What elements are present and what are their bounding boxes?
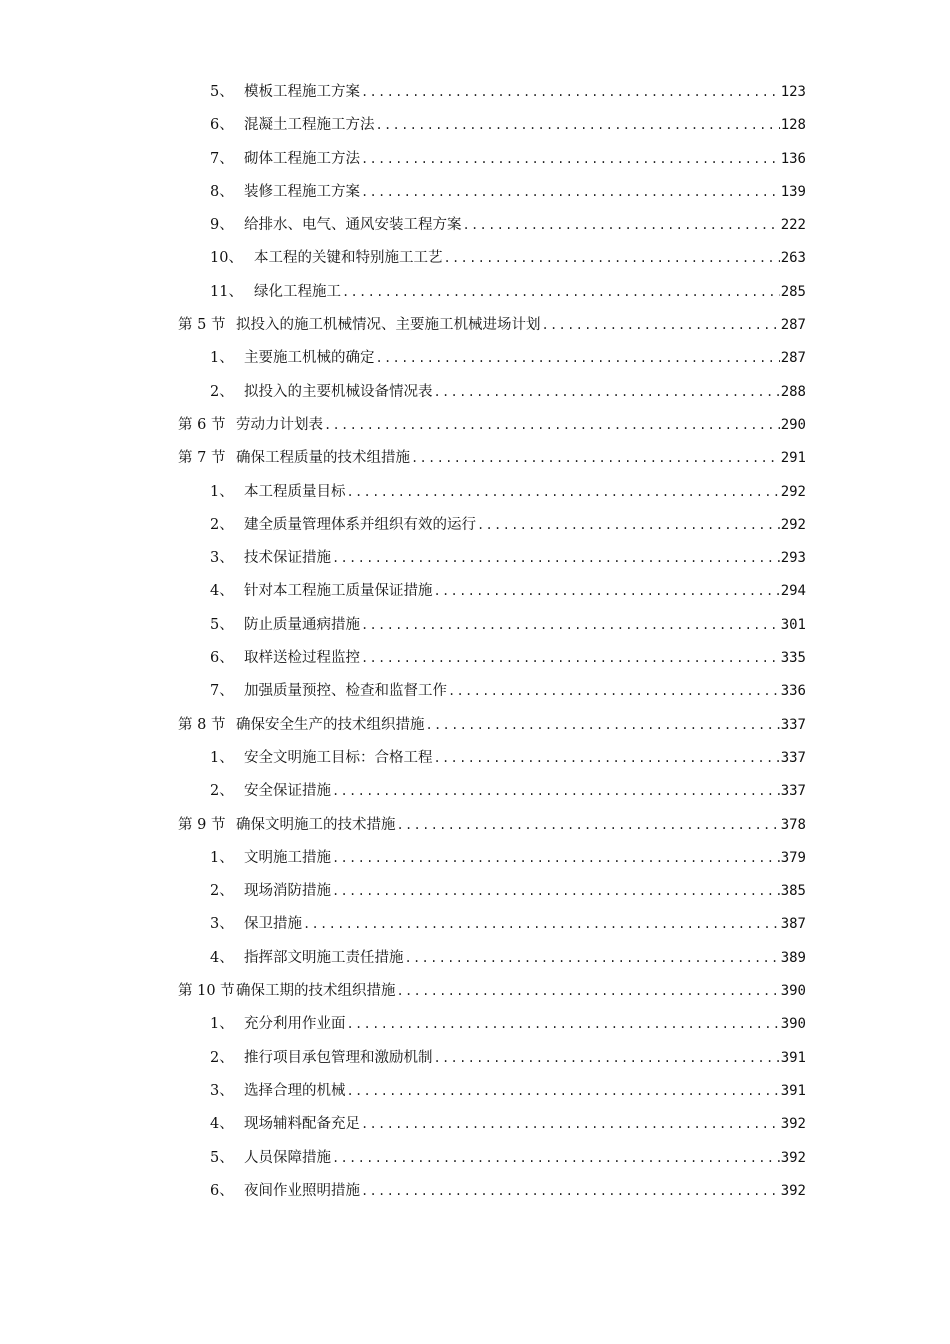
- toc-entry-line: [210, 1180, 806, 1202]
- toc-entry-number: 6、: [210, 650, 234, 667]
- toc-entry-page-number: 139: [780, 183, 806, 200]
- toc-entry-page-number: 222: [780, 217, 806, 234]
- toc-entry-number: 7、: [210, 683, 234, 700]
- toc-dot-leader: [397, 814, 780, 836]
- toc-subsection-entry[interactable]: [0, 1174, 950, 1207]
- toc-entry-line: [210, 780, 806, 802]
- toc-entry-line: [210, 1113, 806, 1135]
- toc-entry-title: 夜间作业照明措施: [244, 1182, 360, 1199]
- toc-entry-number: 9、: [210, 217, 234, 234]
- toc-entry-page-number: 337: [780, 716, 806, 733]
- toc-entry-number: 第 7 节: [178, 450, 226, 467]
- toc-entry-number: 3、: [210, 1082, 234, 1099]
- toc-entry-title: 选择合理的机械: [244, 1082, 346, 1099]
- toc-dot-leader: [434, 580, 780, 602]
- toc-dot-leader: [347, 1080, 780, 1102]
- toc-dot-leader: [434, 1047, 780, 1069]
- toc-subsection-entry[interactable]: [0, 375, 950, 408]
- toc-entry-page-number: 337: [780, 749, 806, 766]
- toc-entry-line: [178, 814, 806, 836]
- toc-subsection-entry[interactable]: [0, 574, 950, 607]
- toc-entry-page-number: 378: [780, 816, 806, 833]
- toc-entry-page-number: 392: [780, 1116, 806, 1133]
- toc-entry-page-number: 390: [780, 983, 806, 1000]
- toc-entry-number: 2、: [210, 883, 234, 900]
- toc-section-entry[interactable]: [0, 408, 950, 441]
- toc-subsection-entry[interactable]: [0, 1107, 950, 1140]
- toc-entry-line: [210, 1080, 806, 1102]
- toc-dot-leader: [361, 1180, 780, 1202]
- toc-section-entry[interactable]: [0, 808, 950, 841]
- toc-subsection-entry[interactable]: [0, 1141, 950, 1174]
- toc-entry-number: 1、: [210, 350, 234, 367]
- toc-entry-title: 加强质量预控、检查和监督工作: [244, 683, 447, 700]
- toc-dot-leader: [324, 414, 780, 436]
- toc-entry-line: [210, 481, 806, 503]
- toc-entry-page-number: 337: [780, 783, 806, 800]
- toc-dot-leader: [332, 880, 780, 902]
- toc-entry-number: 4、: [210, 1116, 234, 1133]
- toc-entry-title: 现场消防措施: [244, 883, 331, 900]
- toc-entry-page-number: 136: [780, 150, 806, 167]
- toc-entry-number: 4、: [210, 583, 234, 600]
- toc-entry-line: [210, 148, 806, 170]
- toc-entry-page-number: 335: [780, 650, 806, 667]
- toc-dot-leader: [434, 747, 780, 769]
- toc-subsection-entry[interactable]: [0, 1007, 950, 1040]
- toc-entry-title: 安全保证措施: [244, 783, 331, 800]
- toc-entry-number: 1、: [210, 483, 234, 500]
- toc-entry-page-number: 287: [780, 350, 806, 367]
- toc-entry-line: [178, 980, 806, 1002]
- toc-dot-leader: [361, 81, 780, 103]
- toc-dot-leader: [376, 114, 780, 136]
- toc-entry-page-number: 392: [780, 1182, 806, 1199]
- toc-entry-title: 劳动力计划表: [236, 416, 323, 433]
- toc-dot-leader: [303, 913, 780, 935]
- toc-entry-line: [178, 314, 806, 336]
- toc-entry-title: 给排水、电气、通风安装工程方案: [244, 217, 462, 234]
- toc-subsection-entry[interactable]: [0, 641, 950, 674]
- toc-entry-number: 4、: [210, 949, 234, 966]
- toc-subsection-entry[interactable]: [0, 774, 950, 807]
- toc-entry-number: 11、: [210, 283, 243, 300]
- toc-entry-number: 第 8 节: [178, 716, 226, 733]
- toc-entry-page-number: 301: [780, 616, 806, 633]
- toc-entry-page-number: 390: [780, 1016, 806, 1033]
- toc-entry-line: [178, 414, 806, 436]
- toc-section-entry[interactable]: [0, 974, 950, 1007]
- toc-subsection-entry[interactable]: [0, 208, 950, 241]
- toc-dot-leader: [361, 181, 780, 203]
- toc-dot-leader: [361, 1113, 780, 1135]
- toc-entry-line: [210, 114, 806, 136]
- toc-entry-line: [210, 81, 806, 103]
- toc-dot-leader: [463, 214, 780, 236]
- toc-dot-leader: [397, 980, 780, 1002]
- toc-entry-number: 1、: [210, 1016, 234, 1033]
- toc-entry-page-number: 389: [780, 949, 806, 966]
- toc-entry-line: [210, 747, 806, 769]
- toc-subsection-entry[interactable]: [0, 241, 950, 274]
- toc-entry-number: 5、: [210, 616, 234, 633]
- toc-entry-page-number: 292: [780, 516, 806, 533]
- toc-entry-line: [210, 947, 806, 969]
- toc-entry-number: 1、: [210, 849, 234, 866]
- toc-entry-title: 本工程的关键和特别施工工艺: [254, 250, 443, 267]
- toc-entry-page-number: 290: [780, 416, 806, 433]
- toc-entry-page-number: 392: [780, 1149, 806, 1166]
- toc-dot-leader: [332, 547, 780, 569]
- toc-entry-page-number: 391: [780, 1049, 806, 1066]
- toc-entry-title: 针对本工程施工质量保证措施: [244, 583, 433, 600]
- toc-entry-page-number: 385: [780, 883, 806, 900]
- toc-subsection-entry[interactable]: [0, 541, 950, 574]
- toc-entry-title: 现场辅料配备充足: [244, 1116, 360, 1133]
- toc-dot-leader: [342, 281, 780, 303]
- toc-dot-leader: [347, 1013, 780, 1035]
- toc-subsection-entry[interactable]: [0, 874, 950, 907]
- toc-entry-page-number: 263: [780, 250, 806, 267]
- toc-dot-leader: [347, 481, 780, 503]
- toc-subsection-entry[interactable]: [0, 841, 950, 874]
- toc-entry-title: 绿化工程施工: [254, 283, 341, 300]
- toc-entry-number: 2、: [210, 1049, 234, 1066]
- toc-entry-line: [210, 247, 806, 269]
- toc-entry-line: [210, 614, 806, 636]
- toc-entry-title: 本工程质量目标: [244, 483, 346, 500]
- toc-dot-leader: [477, 514, 780, 536]
- toc-entry-line: [210, 580, 806, 602]
- toc-entry-line: [178, 447, 806, 469]
- toc-entry-line: [210, 1047, 806, 1069]
- toc-entry-line: [210, 214, 806, 236]
- toc-subsection-entry[interactable]: [0, 1074, 950, 1107]
- toc-entry-line: [210, 913, 806, 935]
- toc-entry-title: 确保安全生产的技术组织措施: [236, 716, 425, 733]
- toc-dot-leader: [376, 347, 780, 369]
- toc-entry-title: 确保文明施工的技术措施: [236, 816, 396, 833]
- toc-entry-page-number: 387: [780, 916, 806, 933]
- toc-entry-page-number: 292: [780, 483, 806, 500]
- toc-entry-number: 6、: [210, 1182, 234, 1199]
- toc-entry-title: 拟投入的施工机械情况、主要施工机械进场计划: [236, 317, 541, 334]
- toc-entry-page-number: 285: [780, 283, 806, 300]
- toc-entry-number: 2、: [210, 516, 234, 533]
- toc-dot-leader: [542, 314, 780, 336]
- toc-subsection-entry[interactable]: [0, 341, 950, 374]
- toc-entry-title: 砌体工程施工方法: [244, 150, 360, 167]
- toc-entry-number: 2、: [210, 383, 234, 400]
- toc-entry-title: 拟投入的主要机械设备情况表: [244, 383, 433, 400]
- toc-entry-line: [210, 680, 806, 702]
- toc-entry-title: 充分利用作业面: [244, 1016, 346, 1033]
- toc-entry-title: 确保工程质量的技术组措施: [236, 450, 410, 467]
- toc-entry-title: 安全文明施工目标：合格工程: [244, 749, 433, 766]
- toc-entry-line: [178, 714, 806, 736]
- toc-subsection-entry[interactable]: [0, 275, 950, 308]
- toc-entry-page-number: 128: [780, 117, 806, 134]
- toc-dot-leader: [361, 614, 780, 636]
- toc-entry-number: 第 9 节: [178, 816, 226, 833]
- toc-entry-title: 推行项目承包管理和激励机制: [244, 1049, 433, 1066]
- toc-dot-leader: [332, 1147, 780, 1169]
- toc-dot-leader: [405, 947, 780, 969]
- toc-entry-number: 7、: [210, 150, 234, 167]
- toc-entry-page-number: 294: [780, 583, 806, 600]
- toc-entry-page-number: 288: [780, 383, 806, 400]
- toc-entry-line: [210, 347, 806, 369]
- toc-entry-number: 3、: [210, 916, 234, 933]
- toc-dot-leader: [361, 148, 780, 170]
- toc-entry-line: [210, 1147, 806, 1169]
- toc-entry-number: 5、: [210, 84, 234, 100]
- toc-entry-number: 8、: [210, 183, 234, 200]
- toc-entry-line: [210, 647, 806, 669]
- toc-entry-title: 主要施工机械的确定: [244, 350, 375, 367]
- toc-entry-title: 文明施工措施: [244, 849, 331, 866]
- toc-entry-title: 装修工程施工方案: [244, 183, 360, 200]
- toc-entry-page-number: 379: [780, 849, 806, 866]
- toc-dot-leader: [448, 680, 780, 702]
- toc-subsection-entry[interactable]: [0, 907, 950, 940]
- toc-dot-leader: [434, 381, 780, 403]
- toc-entry-line: [210, 1013, 806, 1035]
- toc-entry-title: 模板工程施工方案: [244, 84, 360, 100]
- toc-entry-number: 第 6 节: [178, 416, 226, 433]
- toc-subsection-entry[interactable]: [0, 608, 950, 641]
- toc-entry-number: 第 10 节: [178, 983, 235, 1000]
- toc-entry-line: [210, 381, 806, 403]
- toc-subsection-entry[interactable]: [0, 508, 950, 541]
- toc-subsection-entry[interactable]: [0, 1041, 950, 1074]
- toc-entry-page-number: 123: [780, 84, 806, 100]
- toc-entry-title: 建全质量管理体系并组织有效的运行: [244, 516, 476, 533]
- toc-entry-page-number: 391: [780, 1082, 806, 1099]
- toc-subsection-entry[interactable]: [0, 674, 950, 707]
- toc-subsection-entry[interactable]: [0, 108, 950, 141]
- toc-subsection-entry[interactable]: [0, 75, 950, 108]
- toc-entry-title: 人员保障措施: [244, 1149, 331, 1166]
- toc-dot-leader: [361, 647, 780, 669]
- toc-entry-number: 6、: [210, 117, 234, 134]
- toc-dot-leader: [411, 447, 780, 469]
- toc-subsection-entry[interactable]: [0, 475, 950, 508]
- toc-subsection-entry[interactable]: [0, 175, 950, 208]
- toc-entry-number: 1、: [210, 749, 234, 766]
- toc-section-entry[interactable]: [0, 308, 950, 341]
- table-of-contents: [0, 75, 950, 1207]
- toc-dot-leader: [426, 714, 780, 736]
- toc-entry-line: [210, 281, 806, 303]
- toc-entry-line: [210, 847, 806, 869]
- toc-entry-title: 取样送检过程监控: [244, 650, 360, 667]
- toc-entry-number: 5、: [210, 1149, 234, 1166]
- toc-section-entry[interactable]: [0, 708, 950, 741]
- toc-entry-number: 10、: [210, 250, 243, 267]
- toc-entry-number: 3、: [210, 550, 234, 567]
- toc-entry-line: [210, 181, 806, 203]
- toc-subsection-entry[interactable]: [0, 142, 950, 175]
- toc-entry-title: 保卫措施: [244, 916, 302, 933]
- toc-entry-title: 确保工期的技术组织措施: [236, 983, 396, 1000]
- toc-subsection-entry[interactable]: [0, 741, 950, 774]
- toc-entry-line: [210, 547, 806, 569]
- toc-entry-number: 2、: [210, 783, 234, 800]
- toc-entry-number: 第 5 节: [178, 317, 226, 334]
- toc-entry-page-number: 336: [780, 683, 806, 700]
- toc-entry-title: 指挥部文明施工责任措施: [244, 949, 404, 966]
- toc-section-entry[interactable]: [0, 441, 950, 474]
- toc-entry-page-number: 293: [780, 550, 806, 567]
- toc-subsection-entry[interactable]: [0, 941, 950, 974]
- toc-dot-leader: [444, 247, 780, 269]
- toc-entry-page-number: 287: [780, 317, 806, 334]
- toc-entry-title: 混凝土工程施工方法: [244, 117, 375, 134]
- toc-entry-line: [210, 514, 806, 536]
- toc-entry-page-number: 291: [780, 450, 806, 467]
- toc-entry-line: [210, 880, 806, 902]
- toc-dot-leader: [332, 847, 780, 869]
- toc-dot-leader: [332, 780, 780, 802]
- toc-entry-title: 防止质量通病措施: [244, 616, 360, 633]
- toc-entry-title: 技术保证措施: [244, 550, 331, 567]
